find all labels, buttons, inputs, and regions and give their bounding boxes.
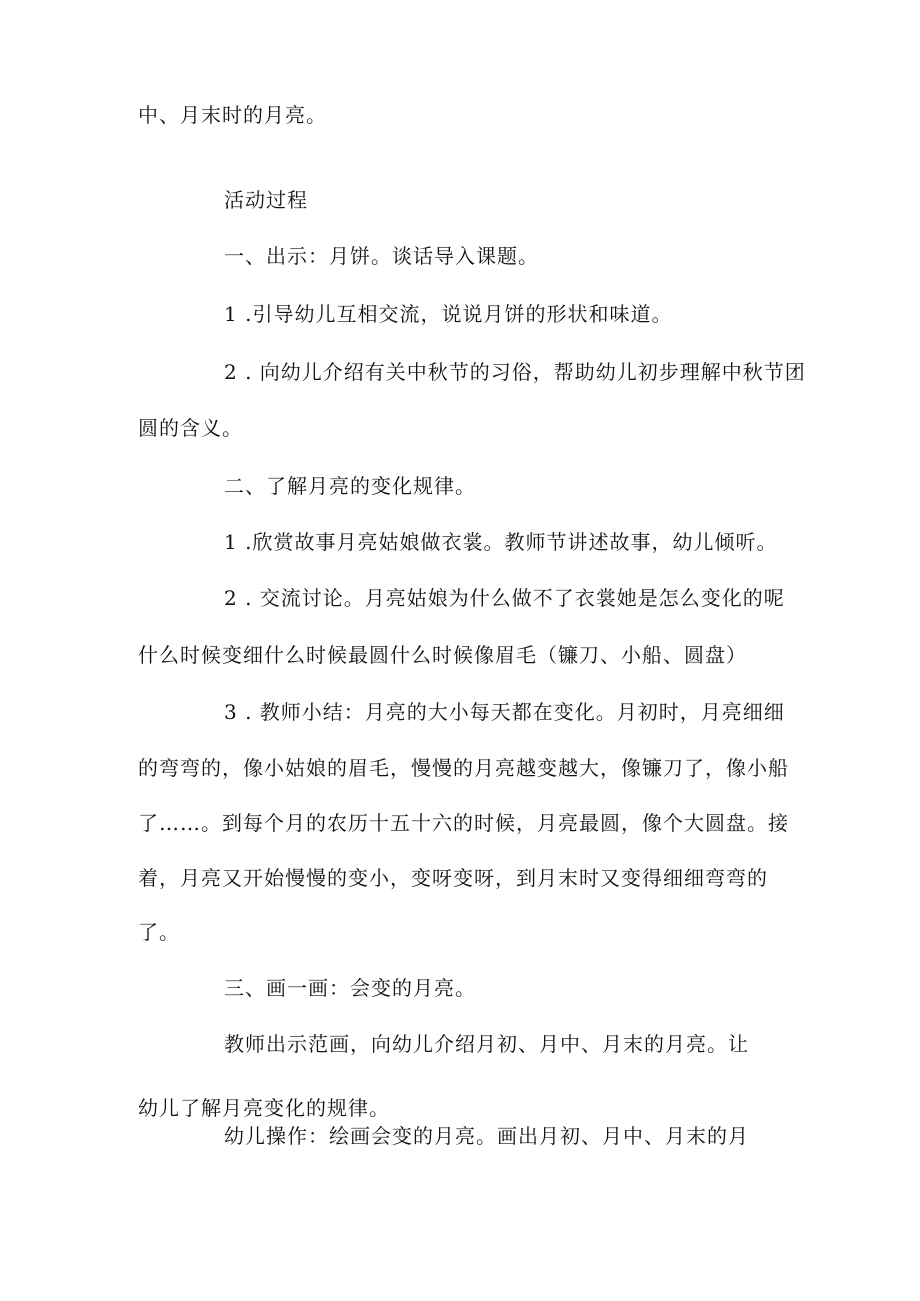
text-line: 什么时候变细什么时候最圆什么时候像眉毛（镰刀、小船、圆盘） [138, 643, 747, 667]
text-line: 了……。到每个月的农历十五十六的时候，月亮最圆，像个大圆盘。接 [138, 811, 789, 835]
text-line: 2 . 向幼儿介绍有关中秋节的习俗，帮助幼儿初步理解中秋节团 [224, 360, 806, 384]
text-line: 1 .引导幼儿互相交流，说说月饼的形状和味道。 [224, 302, 673, 326]
section-heading: 一、出示：月饼。谈话导入课题。 [224, 244, 539, 268]
text-line: 着，月亮又开始慢慢的变小，变呀变呀，到月末时又变得细细弯弯的 [138, 866, 768, 890]
text-line: 的弯弯的，像小姑娘的眉毛，慢慢的月亮越变越大，像镰刀了，像小船 [138, 756, 789, 780]
section-heading: 活动过程 [224, 188, 308, 212]
text-line: 了。 [138, 920, 180, 944]
text-line: 圆的含义。 [138, 416, 243, 440]
text-line: 2 . 交流讨论。月亮姑娘为什么做不了衣裳她是怎么变化的呢 [224, 586, 785, 610]
text-line: 幼儿了解月亮变化的规律。 [138, 1096, 390, 1120]
text-line: 中、月末时的月亮。 [138, 103, 327, 127]
text-line: 3 . 教师小结：月亮的大小每天都在变化。月初时，月亮细细 [224, 700, 785, 724]
text-line: 教师出示范画，向幼儿介绍月初、月中、月末的月亮。让 [224, 1032, 749, 1056]
section-heading: 三、画一画：会变的月亮。 [224, 976, 476, 1000]
text-line: 1 .欣赏故事月亮姑娘做衣裳。教师节讲述故事，幼儿倾听。 [224, 530, 778, 554]
section-heading: 二、了解月亮的变化规律。 [224, 474, 476, 498]
text-line: 幼儿操作：绘画会变的月亮。画出月初、月中、月末的月 [224, 1124, 749, 1148]
